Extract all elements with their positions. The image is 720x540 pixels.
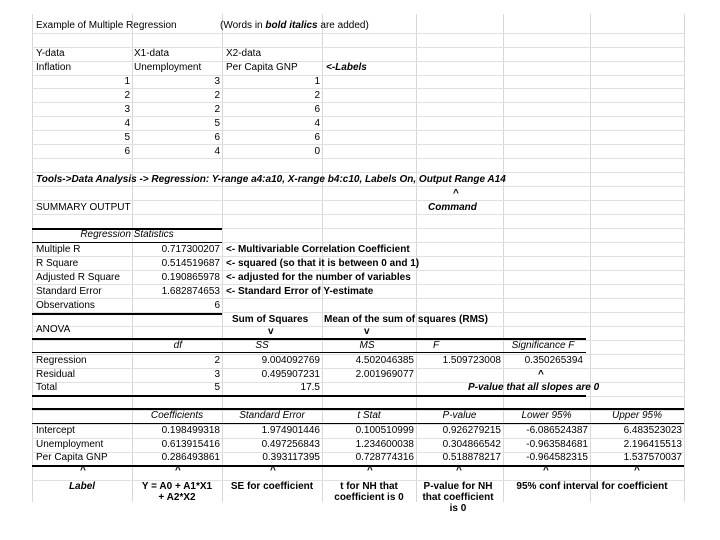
data-cell: 6 xyxy=(314,132,320,143)
anova-header: F xyxy=(432,340,440,351)
stat-note: <- adjusted for the number of variables xyxy=(226,272,411,283)
x2-name: Per Capita GNP xyxy=(226,62,298,73)
anova-ms: 4.502046385 xyxy=(355,355,414,366)
data-cell: 5 xyxy=(214,118,220,129)
anova-bottom-rule xyxy=(32,395,586,397)
coef-cell: 1.234600038 xyxy=(355,439,414,450)
command-caret: ^ xyxy=(453,188,459,199)
stat-note: <- Multivariable Correlation Coefficient xyxy=(226,244,410,255)
se-annotation: SE for coefficient xyxy=(230,481,314,492)
coef-header: t Stat xyxy=(357,410,381,421)
anova-df: 2 xyxy=(214,355,220,366)
stats-bottom-rule xyxy=(32,313,222,315)
col-caret: ^ xyxy=(175,465,181,476)
sheet-title: Example of Multiple Regression xyxy=(36,20,177,31)
coef-cell: 0.286493861 xyxy=(161,452,220,463)
data-cell: 2 xyxy=(214,104,220,115)
t-line-1: t for NH that xyxy=(340,481,398,492)
stat-label: Standard Error xyxy=(36,286,102,297)
data-cell: 5 xyxy=(124,132,130,143)
coef-cell: 0.518878217 xyxy=(442,452,501,463)
command-label: Command xyxy=(428,202,477,213)
col-caret: ^ xyxy=(270,465,276,476)
data-cell: 3 xyxy=(214,76,220,87)
stat-label: Adjusted R Square xyxy=(36,272,120,283)
data-cell: 1 xyxy=(124,76,130,87)
y-name: Inflation xyxy=(36,62,72,73)
equation-line-1: Y = A0 + A1*X1 xyxy=(141,481,213,492)
coef-bottom-rule xyxy=(32,465,684,467)
coef-header: Upper 95% xyxy=(611,410,663,421)
stat-value: 1.682874653 xyxy=(161,286,220,297)
col-caret: ^ xyxy=(80,465,86,476)
x1-header: X1-data xyxy=(134,48,170,59)
p-line-3: is 0 xyxy=(449,503,467,514)
coef-header: Standard Error xyxy=(239,410,305,421)
coef-cell: 0.198499318 xyxy=(161,425,220,436)
data-cell: 6 xyxy=(214,132,220,143)
ms-note: Mean of the sum of squares (RMS) xyxy=(324,314,488,325)
stat-value: 0.514519687 xyxy=(161,258,220,269)
stat-label: Observations xyxy=(36,300,95,311)
stat-note: <- squared (so that it is between 0 and 1) xyxy=(226,258,420,269)
anova-ms: 2.001969077 xyxy=(355,369,414,380)
title-note xyxy=(220,20,369,32)
coef-cell: 0.926279215 xyxy=(442,425,501,436)
data-cell: 2 xyxy=(214,90,220,101)
data-cell: 4 xyxy=(124,118,130,129)
coef-row-label: Intercept xyxy=(36,425,75,436)
data-cell: 3 xyxy=(124,104,130,115)
y-header: Y-data xyxy=(36,48,65,59)
data-cell: 1 xyxy=(314,76,320,87)
coef-header: Coefficients xyxy=(150,410,204,421)
coef-cell: -0.963584681 xyxy=(526,439,588,450)
ms-arrow: v xyxy=(364,326,370,337)
x1-name: Unemployment xyxy=(134,62,202,73)
coef-row-label: Unemployment xyxy=(36,439,104,450)
data-cell: 2 xyxy=(314,90,320,101)
equation-annotation xyxy=(132,481,222,503)
anova-df: 3 xyxy=(214,369,220,380)
tools-command-line: Tools->Data Analysis -> Regression: Y-range a4:a10, X-range b4:c10, Labels On, Output Range A14 xyxy=(36,174,506,185)
p-line-2: that coefficient xyxy=(422,492,494,503)
t-annotation xyxy=(322,481,416,503)
coef-cell: -0.964582315 xyxy=(526,452,588,463)
x2-header: X2-data xyxy=(226,48,262,59)
anova-f: 1.509723008 xyxy=(442,355,501,366)
coef-cell: 0.497256843 xyxy=(261,439,320,450)
title-note-bold: bold italics xyxy=(265,20,318,31)
stat-value: 0.717300207 xyxy=(161,244,220,255)
coef-cell: 0.304866542 xyxy=(442,439,501,450)
anova-ss: 17.5 xyxy=(300,382,320,393)
title-note-suffix: are added) xyxy=(317,20,369,31)
coef-cell: 1.537570037 xyxy=(623,452,682,463)
conf-annotation: 95% conf interval for coefficient xyxy=(516,481,668,492)
data-cell: 6 xyxy=(124,146,130,157)
label-annotation: Label xyxy=(68,481,96,492)
stat-value: 6 xyxy=(214,300,220,311)
stat-label: R Square xyxy=(36,258,79,269)
p-line-1: P-value for NH xyxy=(423,481,493,492)
coef-header-rule xyxy=(32,423,684,424)
anova-header: df xyxy=(173,340,182,351)
col-caret: ^ xyxy=(543,465,549,476)
equation-line-2: + A2*X2 xyxy=(158,492,196,503)
reg-stats-title: Regression Statistics xyxy=(80,229,174,240)
t-line-2: coefficient is 0 xyxy=(334,492,404,503)
coef-cell: 0.100510999 xyxy=(355,425,414,436)
anova-row-label: Regression xyxy=(36,355,87,366)
ss-note: Sum of Squares xyxy=(232,314,309,325)
coef-cell: 0.613915416 xyxy=(161,439,220,450)
p-annotation xyxy=(416,481,500,514)
anova-row-label: Total xyxy=(36,382,58,393)
col-caret: ^ xyxy=(367,465,373,476)
stat-label: Multiple R xyxy=(36,244,81,255)
col-caret: ^ xyxy=(634,465,640,476)
labels-note: <-Labels xyxy=(326,62,367,73)
anova-sig: 0.350265394 xyxy=(524,355,583,366)
coef-cell: 2.196415513 xyxy=(623,439,682,450)
data-cell: 2 xyxy=(124,90,130,101)
data-cell: 0 xyxy=(314,146,320,157)
sig-caret: ^ xyxy=(538,369,544,380)
stat-note: <- Standard Error of Y-estimate xyxy=(226,286,374,297)
anova-header: Significance F xyxy=(511,340,575,351)
coef-cell: -6.086524387 xyxy=(526,425,588,436)
stat-value: 0.190865978 xyxy=(161,272,220,283)
anova-df: 5 xyxy=(214,382,220,393)
data-cell: 4 xyxy=(314,118,320,129)
stats-sub-rule xyxy=(32,242,222,243)
coef-cell: 0.393117395 xyxy=(262,452,320,463)
coef-cell: 1.974901446 xyxy=(261,425,320,436)
coef-cell: 6.483523023 xyxy=(623,425,682,436)
anova-ss: 0.495907231 xyxy=(261,369,320,380)
anova-header: MS xyxy=(359,340,375,351)
pvalue-note: P-value that all slopes are 0 xyxy=(468,382,600,393)
data-cell: 4 xyxy=(214,146,220,157)
anova-header: SS xyxy=(255,340,269,351)
coef-row-label: Per Capita GNP xyxy=(36,452,108,463)
coef-header: P-value xyxy=(442,410,477,421)
coef-cell: 0.728774316 xyxy=(355,452,414,463)
anova-row-label: Residual xyxy=(36,369,75,380)
anova-ss: 9.004092769 xyxy=(261,355,320,366)
anova-title: ANOVA xyxy=(36,324,71,335)
anova-header-rule xyxy=(32,352,586,353)
summary-output-heading: SUMMARY OUTPUT xyxy=(36,202,131,213)
ss-arrow: v xyxy=(268,326,274,337)
title-note-prefix: (Words in xyxy=(220,20,266,31)
data-cell: 6 xyxy=(314,104,320,115)
col-caret: ^ xyxy=(456,465,462,476)
coef-header: Lower 95% xyxy=(521,410,572,421)
